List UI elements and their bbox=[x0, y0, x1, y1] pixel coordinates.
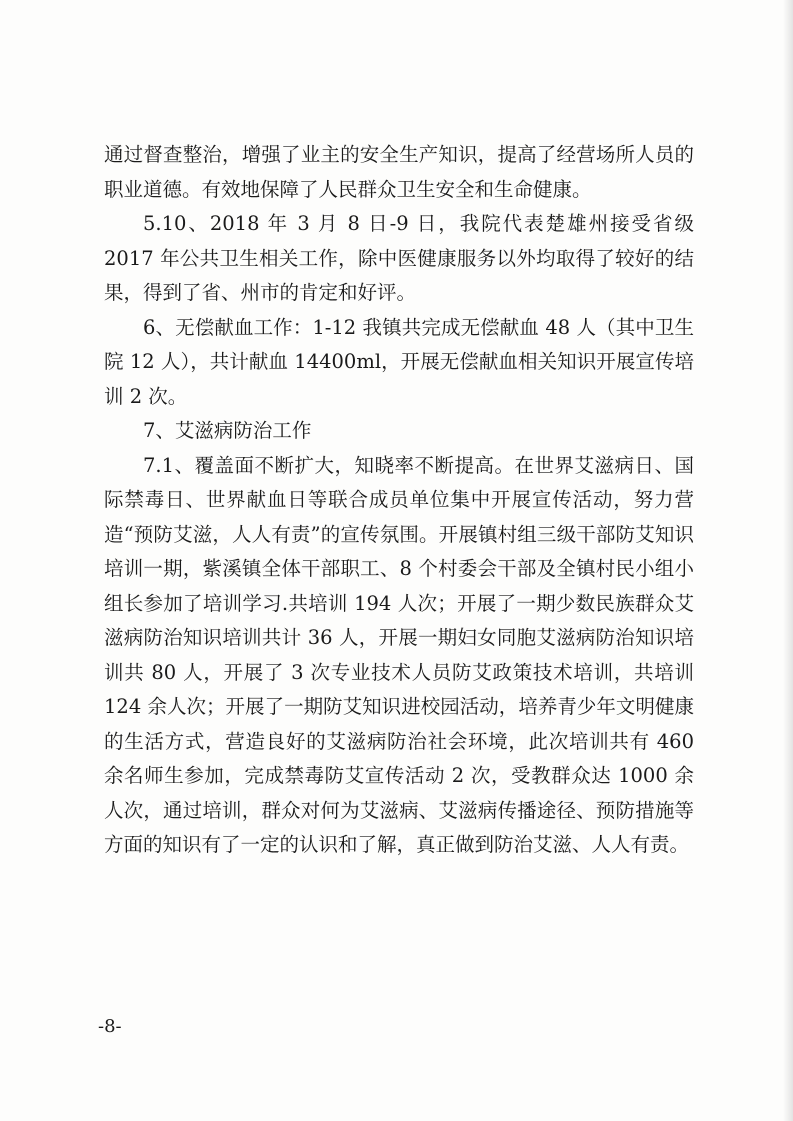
paragraph-continuation: 通过督查整治，增强了业主的安全生产知识，提高了经营场所人员的职业道德。有效地保障了人民群众卫生安全和生命健康。 bbox=[104, 143, 694, 201]
section-heading-aids-prevention: 7、艾滋病防治工作 bbox=[143, 419, 312, 442]
document-body bbox=[104, 138, 694, 863]
paragraph-5-10: 5.10、2018 年 3 月 8 日-9 日，我院代表楚雄州接受省级 2017 年公共卫生相关工作，除中医健康服务以外均取得了较好的结果，得到了省、州市的肯定和好评。 bbox=[104, 212, 694, 304]
paragraph-7-1: 7.1、覆盖面不断扩大，知晓率不断提高。在世界艾滋病日、国际禁毒日、世界献血日等联合成员单位集中开展宣传活动，努力营造“预防艾滋，人人有责”的宣传氛围。开展镇村组三级干部防艾知识培训一期，紫溪镇全体干部职工、8 个村委会干部及全镇村民小组小组长参加了培训学习.共培训 194 人次；开展了一期少数民族群众艾滋病防治知识培训共计 36 人，开展一期妇女同胞艾滋病防治知识培训共 80 人，开展了 3 次专业技术人员防艾政策技术培训，共培训 124 余人次；开展了一期防艾知识进校园活动，培养青少年文明健康的生活方式，营造良好的艾滋病防治社会环境，此次培训共有 460 余名师生参加，完成禁毒防艾宣传活动 2 次，受教群众达 1000 余人次，通过培训，群众对何为艾滋病、艾滋病传播途径、预防措施等方面的知识有了一定的认识和了解，真正做到防治艾滋、人人有责。 bbox=[104, 453, 694, 856]
paragraph-blood-donation: 6、无偿献血工作：1-12 我镇共完成无偿献血 48 人（其中卫生院 12 人），共计献血 14400ml，开展无偿献血相关知识开展宣传培训 2 次。 bbox=[104, 315, 694, 408]
page-number: -8- bbox=[98, 1016, 122, 1037]
page-edge-shadow bbox=[783, 0, 793, 1121]
